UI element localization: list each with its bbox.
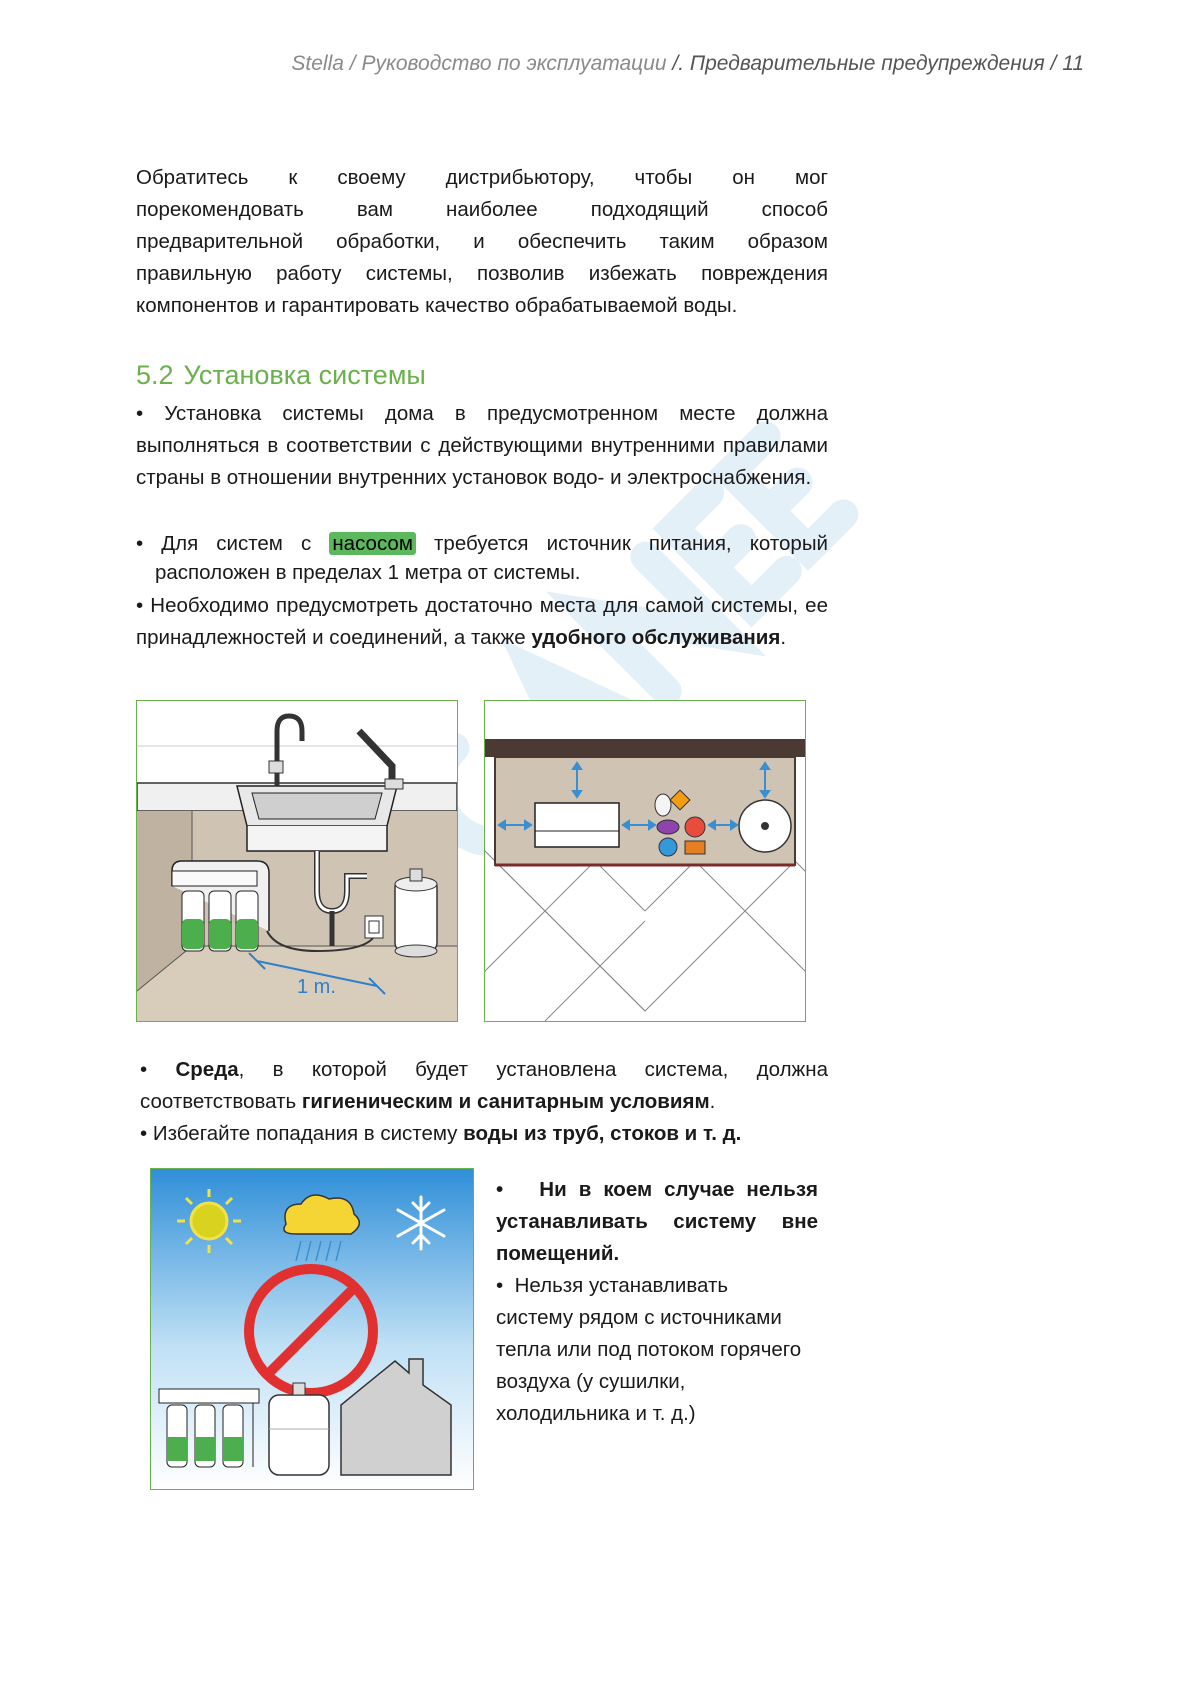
page-header: Stella / Руководство по эксплуатации /. Предварительные предупреждения / 11	[291, 52, 1084, 75]
figure-no-outdoor	[150, 1168, 474, 1490]
header-brand: Stella	[291, 52, 344, 75]
intro-paragraph: Обратитесь к своему дистрибьютору, чтобы он мог порекомендовать вам наиболее подходящий способ предварительной обработки, и обеспечить таким образом правильную работу системы, позволив избежать повреждения компонентов и гарантировать качество обрабатываемой воды.	[136, 166, 828, 317]
tank-icon	[269, 1383, 329, 1475]
filter-cartridges	[182, 891, 258, 951]
distance-label: 1 m.	[297, 976, 336, 998]
bullet-avoid-water: • Избегайте попадания в систему воды из труб, стоков и т. д.	[140, 1122, 742, 1145]
bullet-environment: • Среда, в которой будет установлена система, должна соответствовать гигиеническим и санитарным условиям.	[140, 1058, 828, 1113]
bullet-power-supply: • Для систем с насосом требуется источник питания, который расположен в пределах 1 метра от системы.	[136, 532, 829, 584]
bullet-installation-rules: • Установка системы дома в предусмотренном месте должна выполняться в соответствии с действующими внутренними правилами страны в отношении внутренних установок водо- и электроснабжения.	[136, 402, 828, 489]
figure-under-sink	[136, 700, 458, 1022]
highlight-pump: насосом	[329, 532, 416, 555]
header-manual: Руководство по эксплуатации	[361, 52, 667, 75]
warning-outdoor: • Ни в коем случае нельзя устанавливать систему вне помещений.	[496, 1178, 818, 1265]
figure-top-view	[484, 700, 806, 1022]
section-title: 5.2 Установка системы	[136, 360, 426, 390]
bullet-space: • Необходимо предусмотреть достаточно места для самой системы, ее принадлежностей и соединений, а также удобного обслуживания.	[136, 594, 828, 649]
warning-heat: • Нельзя устанавливать систему рядом с источниками тепла или под потоком горячего воздуха (у сушилки, холодильника и т. д.)	[496, 1274, 802, 1425]
tank	[395, 869, 437, 957]
header-section: . Предварительные предупреждения / 11	[678, 52, 1084, 75]
